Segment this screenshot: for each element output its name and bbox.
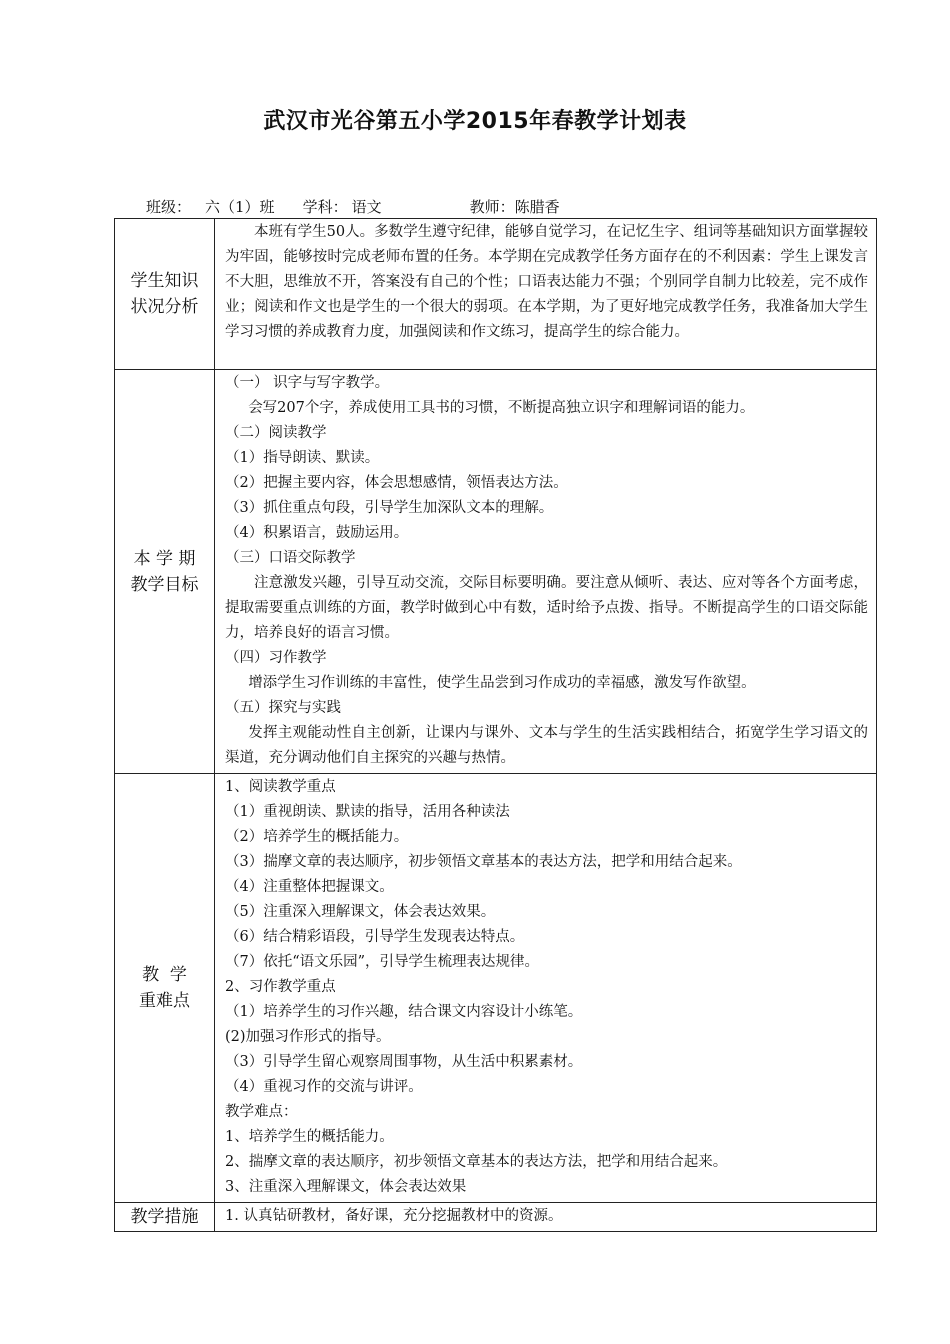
row-measures: [115, 1203, 877, 1232]
goal-heading-4: （四）习作教学: [225, 650, 327, 666]
goal-heading-3: （三）口语交际教学: [225, 550, 356, 566]
class-value: 六（1）班: [205, 198, 275, 216]
content-measures: [215, 1203, 877, 1232]
goal-text-4: 增添学生习作训练的丰富性，使学生品尝到习作成功的幸福感，激发写作欲望。: [248, 675, 756, 691]
key-point-line: （4）重视习作的交流与讲评。: [225, 1079, 423, 1095]
key-point-line: 2、揣摩文章的表达顺序，初步领悟文章基本的表达方法，把学和用结合起来。: [225, 1154, 728, 1170]
goal-heading-1: （一） 识字与写字教学。: [225, 375, 390, 391]
row-key-points: [115, 774, 877, 1203]
key-point-line: （7）依托“语文乐园”，引导学生梳理表达规律。: [225, 954, 540, 970]
label-measures: 教学措施: [115, 1203, 215, 1232]
teacher-value: 陈腊香: [514, 198, 560, 216]
key-point-line: 1、阅读教学重点: [225, 779, 336, 795]
goal-heading-2: （二）阅读教学: [225, 425, 327, 441]
label-student-analysis: 学生知识 状况分析: [115, 219, 215, 370]
goal-item: （3）抓住重点句段，引导学生加深队文本的理解。: [225, 500, 554, 516]
goal-text-1: 会写207个字，养成使用工具书的习惯，不断提高独立识字和理解词语的能力。: [248, 400, 755, 416]
plan-table: [114, 218, 877, 1232]
key-point-line: （1）培养学生的习作兴趣，结合课文内容设计小练笔。: [225, 1004, 583, 1020]
goal-text-5: 发挥主观能动性自主创新，让课内与课外、文本与学生的生活实践相结合，拓宽学生学习语文的渠道，充分调动他们自主探究的兴趣与热情。: [225, 725, 868, 766]
row-student-analysis: [115, 219, 877, 370]
key-point-line: （1）重视朗读、默读的指导，活用各种读法: [225, 804, 510, 820]
page-title: 武汉市光谷第五小学2015年春教学计划表: [263, 109, 687, 134]
analysis-text: 本班有学生50人。多数学生遵守纪律，能够自觉学习，在记忆生字、组词等基础知识方面掌握较为牢固，能够按时完成老师布置的任务。本学期在完成教学任务方面存在的不利因素：学生上课发言不大胆，思维放不开，答案没有自己的个性；口语表达能力不强；个别同学自制力比较差，完不成作业；阅读和作文也是学生的一个很大的弱项。在本学期，为了更好地完成教学任务，我准备加大学生学习习惯的养成教育力度，加强阅读和作文练习，提高学生的综合能力。: [225, 224, 868, 340]
goal-text-3: 注意激发兴趣，引导互动交流，交际目标要明确。要注意从倾听、表达、应对等各个方面考虑，提取需要重点训练的方面，教学时做到心中有数，适时给予点拨、指导。不断提高学生的口语交际能力，培养良好的语言习惯。: [225, 575, 868, 641]
goal-item: （2）把握主要内容，体会思想感情，领悟表达方法。: [225, 475, 568, 491]
key-point-line: （4）注重整体把握课文。: [225, 879, 394, 895]
key-point-line: 教学难点：: [225, 1104, 298, 1120]
class-label: 班级：: [146, 198, 192, 216]
key-point-line: 3、注重深入理解课文，体会表达效果: [225, 1179, 467, 1195]
goal-item: （4）积累语言，鼓励运用。: [225, 525, 409, 541]
label-semester-goals: 本 学 期 教学目标: [115, 370, 215, 774]
key-point-line: （5）注重深入理解课文，体会表达效果。: [225, 904, 496, 920]
label-key-points: 教 学 重难点: [115, 774, 215, 1203]
subject-label: 学科：: [302, 198, 348, 216]
content-student-analysis: [215, 219, 877, 370]
key-point-line: 1、培养学生的概括能力。: [225, 1129, 394, 1145]
measure-line: 1. 认真钻研教材，备好课，充分挖掘教材中的资源。: [225, 1208, 563, 1224]
content-key-points: [215, 774, 877, 1203]
goal-heading-5: （五）探究与实践: [225, 700, 341, 716]
key-point-line: (2)加强习作形式的指导。: [225, 1029, 391, 1045]
row-semester-goals: [115, 370, 877, 774]
key-point-line: （3）揣摩文章的表达顺序，初步领悟文章基本的表达方法，把学和用结合起来。: [225, 854, 742, 870]
header-info: [146, 196, 560, 217]
teacher-label: 教师：: [469, 198, 515, 216]
subject-value: 语文: [351, 198, 382, 216]
key-point-line: （3）引导学生留心观察周围事物，从生活中积累素材。: [225, 1054, 583, 1070]
content-semester-goals: [215, 370, 877, 774]
key-point-line: （6）结合精彩语段，引导学生发现表达特点。: [225, 929, 525, 945]
key-point-line: 2、习作教学重点: [225, 979, 336, 995]
goal-item: （1）指导朗读、默读。: [225, 450, 380, 466]
key-point-line: （2）培养学生的概括能力。: [225, 829, 409, 845]
